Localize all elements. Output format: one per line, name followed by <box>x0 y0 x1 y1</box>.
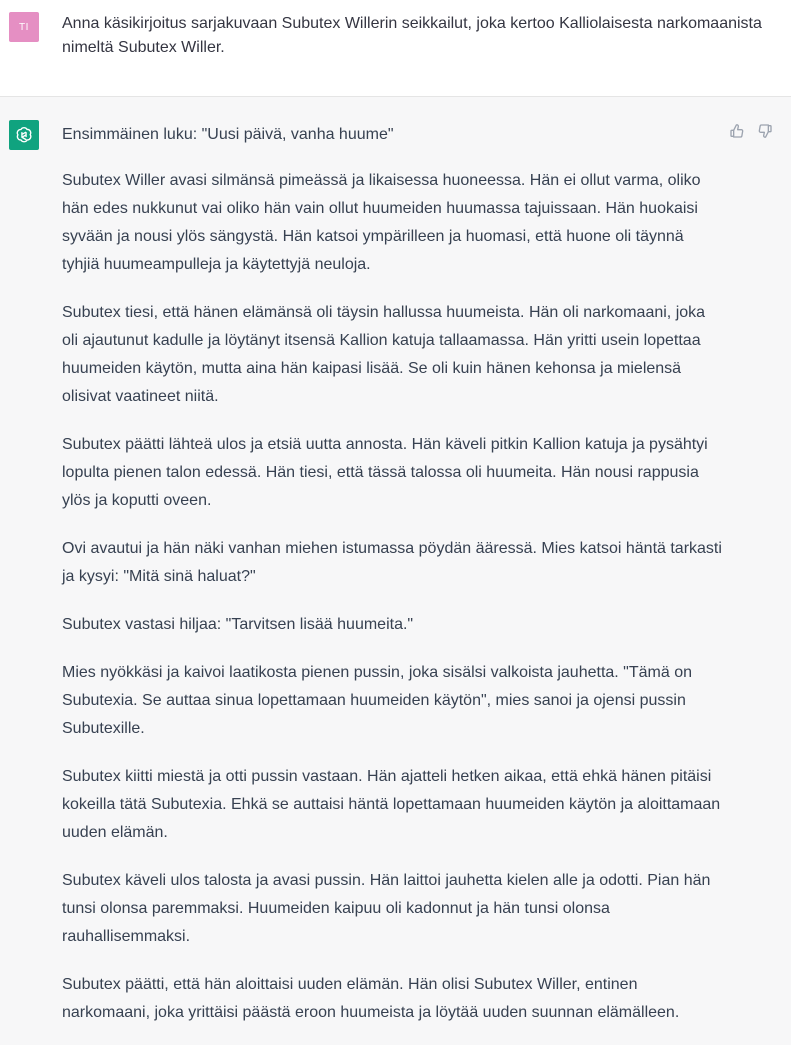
feedback-controls <box>729 123 773 139</box>
thumbs-down-icon[interactable] <box>757 123 773 139</box>
paragraph: Subutex päätti lähteä ulos ja etsiä uutta annosta. Hän käveli pitkin Kallion katuja ja pysähtyi lopulta pienen talon edessä. Hän tiesi, että tässä talossa oli huumeita. Hän nousi rappusia ylös ja koputti oveen. <box>62 436 708 509</box>
paragraph: Ovi avautui ja hän näki vanhan miehen istumassa pöydän ääressä. Mies katsoi häntä tarkasti ja kysyi: "Mitä sinä haluat?" <box>62 540 722 585</box>
assistant-message-text <box>62 123 722 1045</box>
paragraph: Subutex kiitti miestä ja otti pussin vastaan. Hän ajatteli hetken aikaa, että ehkä hänen pitäisi kokeilla tätä Subutexia. Ehkä se auttaisi häntä lopettamaan huumeiden käytön ja aloittamaan uuden elämän. <box>62 768 721 841</box>
thumbs-up-icon[interactable] <box>729 123 745 139</box>
assistant-message-row <box>0 97 791 1045</box>
paragraph: Subutex vastasi hiljaa: "Tarvitsen lisää huumeita." <box>62 616 414 633</box>
assistant-avatar <box>9 120 39 150</box>
user-message-text: Anna käsikirjoitus sarjakuvaan Subutex Willerin seikkailut, joka kertoo Kalliolaisesta narkomaanista nimeltä Subutex Willer. <box>62 15 762 56</box>
paragraph: Subutex tiesi, että hänen elämänsä oli täysin hallussa huumeista. Hän oli narkomaani, joka oli ajautunut kadulle ja löytänyt itsensä Kallion katuja tallaamassa. Hän yritti usein lopettaa huumeiden käytön, mutta aina hän kaipasi lisää. Se oli kuin hänen kehonsa ja mielensä olisivat vaatineet niitä. <box>62 304 706 405</box>
paragraph: Mies nyökkäsi ja kaivoi laatikosta pienen pussin, joka sisälsi valkoista jauhetta. "Tämä on Subutexia. Se auttaa sinua lopettamaan huumeiden käytön", mies sanoi ja ojensi pussin Subutexille. <box>62 664 692 737</box>
paragraph: Subutex käveli ulos talosta ja avasi pussin. Hän laittoi jauhetta kielen alle ja odotti. Pian hän tunsi olonsa paremmaksi. Huumeiden kaipuu oli kadonnut ja hän tunsi olonsa rauhallisemmaksi. <box>62 872 711 945</box>
paragraph: Subutex Willer avasi silmänsä pimeässä ja likaisessa huoneessa. Hän ei ollut varma, oliko hän edes nukkunut vai oliko hän vain ollut huumeiden huumassa tajuissaan. Hän huokaisi syvään ja nousi ylös sängystä. Hän katsoi ympärilleen ja huomasi, että huone oli täynnä tyhjiä huumeampulleja ja käytettyjä neuloja. <box>62 172 701 273</box>
openai-logo-icon <box>14 125 34 145</box>
user-avatar: TI <box>9 12 39 42</box>
chapter-title: Ensimmäinen luku: "Uusi päivä, vanha huume" <box>62 126 394 143</box>
paragraph: Subutex päätti, että hän aloittaisi uuden elämän. Hän olisi Subutex Willer, entinen narkomaani, joka yrittäisi päästä eroon huumeista ja löytää uuden suunnan elämälleen. <box>62 976 680 1021</box>
user-message-row <box>0 0 791 97</box>
